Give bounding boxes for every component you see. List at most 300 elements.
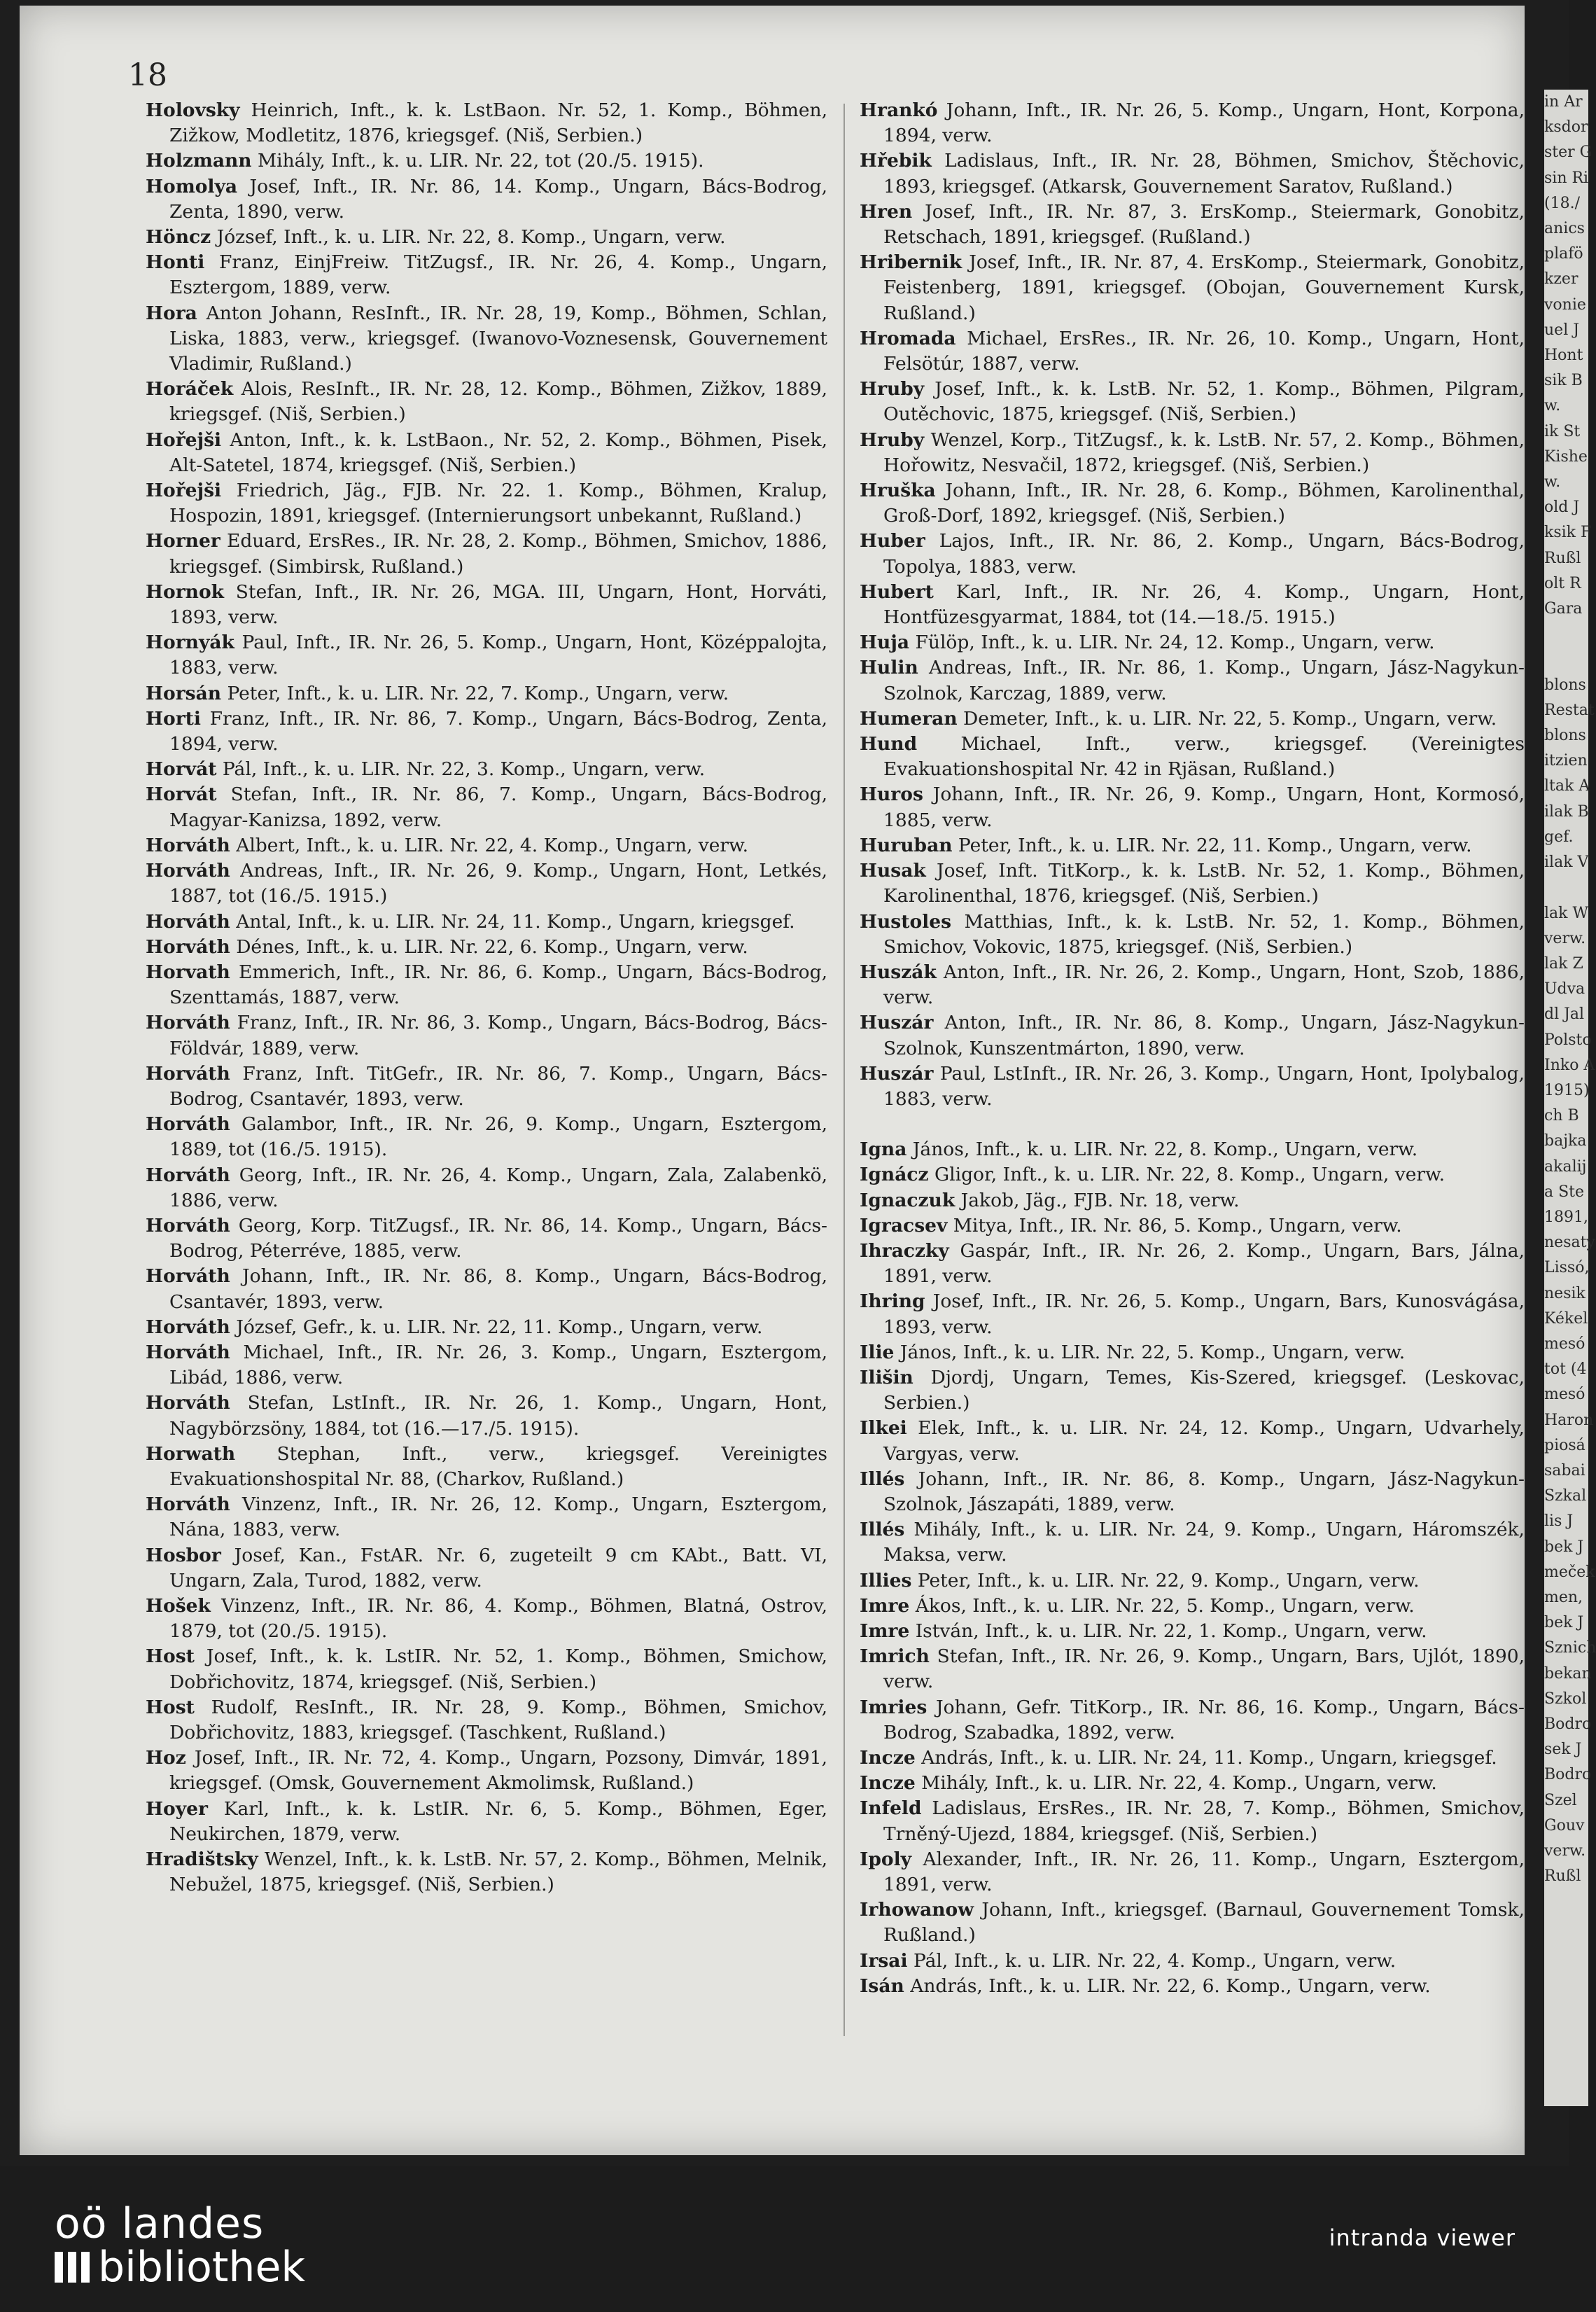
entry-surname: Ihring	[860, 1290, 925, 1313]
entry-surname: Horváth	[146, 1392, 230, 1414]
register-entry	[146, 1061, 827, 1112]
entry-surname: Huruban	[860, 834, 953, 856]
register-entry	[860, 1137, 1525, 1162]
register-entry	[146, 681, 827, 706]
register-entry	[146, 580, 827, 630]
entry-details: Anton, Inft., IR. Nr. 86, 8. Komp., Ungarn, Jász-Nagykun-Szolnok, Kunszentmárton, 1890, verw.	[883, 1012, 1525, 1059]
register-entry	[860, 1289, 1525, 1339]
entry-details: Franz, Inft., IR. Nr. 86, 7. Komp., Ungarn, Bács-Bodrog, Zenta, 1894, verw.	[169, 707, 827, 755]
edge-fragment: in Ar	[1544, 93, 1583, 111]
register-entry	[146, 377, 827, 427]
register-entry	[146, 782, 827, 833]
entry-details: Emmerich, Inft., IR. Nr. 86, 6. Komp., Ungarn, Bács-Bodrog, Szenttamás, 1887, verw.	[169, 961, 827, 1009]
edge-fragment: Rußl	[1544, 1867, 1581, 1886]
entry-surname: Huszár	[860, 1012, 934, 1034]
register-entry	[860, 833, 1525, 858]
edge-fragment: nesaty	[1544, 1234, 1595, 1252]
entry-details: Stefan, Inft., IR. Nr. 26, 9. Komp., Ungarn, Bars, Ujlót, 1890, verw.	[883, 1645, 1525, 1693]
entry-surname: Horner	[146, 530, 220, 552]
entry-surname: Isán	[860, 1975, 904, 1997]
entry-surname: Horváth	[146, 1164, 230, 1186]
register-entry	[860, 1695, 1525, 1746]
entry-details: Peter, Inft., k. u. LIR. Nr. 22, 9. Komp., Ungarn, verw.	[911, 1569, 1420, 1592]
entry-surname: Ilie	[860, 1341, 895, 1363]
entry-surname: Hradištsky	[146, 1848, 258, 1871]
entry-surname: Ignácz	[860, 1164, 929, 1186]
edge-fragment: dl Jal	[1544, 1005, 1585, 1024]
entry-surname: Illés	[860, 1519, 905, 1541]
entry-details: Peter, Inft., k. u. LIR. Nr. 22, 11. Komp., Ungarn, verw.	[952, 834, 1472, 856]
entry-details: Ladislaus, Inft., IR. Nr. 28, Böhmen, Smichov, Štěchovic, 1893, kriegsgef. (Atkarsk, Gouvernement Saratov, Rußland.)	[883, 150, 1525, 197]
register-entry	[146, 148, 827, 174]
edge-fragment: bek J	[1544, 1538, 1584, 1556]
register-entry	[860, 1746, 1525, 1771]
edge-fragment: bek J	[1544, 1614, 1584, 1632]
entry-surname: Hubert	[860, 580, 934, 603]
entry-details: Johann, Inft., IR. Nr. 86, 8. Komp., Ungarn, Jász-Nagykun-Szolnok, Jászapáti, 1889, verw.	[883, 1468, 1525, 1515]
entry-surname: Irsai	[860, 1949, 908, 1972]
entry-surname: Horváth	[146, 1265, 230, 1288]
edge-fragment	[1544, 647, 1588, 672]
register-entry	[146, 1644, 827, 1694]
edge-fragment: sin Ri	[1544, 169, 1589, 187]
entry-details: Johann, Inft., IR. Nr. 26, 5. Komp., Ungarn, Hont, Korpona, 1894, verw.	[883, 99, 1525, 147]
register-entry	[860, 1796, 1525, 1846]
entry-details: Alois, ResInft., IR. Nr. 28, 12. Komp., Böhmen, Zižkov, 1889, kriegsgef. (Niš, Serbien.)	[169, 378, 827, 426]
entry-details: Matthias, Inft., k. k. LstB. Nr. 52, 1. Komp., Böhmen, Smichov, Vokovic, 1875, kriegsgef. (Niš, Serbien.)	[883, 910, 1525, 958]
register-entry	[146, 630, 827, 681]
entry-surname: Hornok	[146, 580, 224, 603]
register-entry	[860, 1010, 1525, 1061]
entry-surname: Hoz	[146, 1747, 186, 1769]
bars-icon	[55, 2252, 90, 2283]
entry-surname: Horváth	[146, 834, 230, 856]
entry-surname: Ihraczky	[860, 1239, 949, 1262]
register-entry	[860, 1467, 1525, 1517]
edge-fragment: lis J	[1544, 1512, 1574, 1531]
entry-details: Pál, Inft., k. u. LIR. Nr. 22, 3. Komp., Ungarn, verw.	[216, 758, 706, 781]
entry-surname: Horváth	[146, 935, 230, 958]
entry-surname: Host	[146, 1645, 195, 1668]
edge-fragment: ksdor	[1544, 118, 1588, 137]
logo-line-2: bibliothek	[98, 2243, 306, 2292]
edge-fragment: vonie	[1544, 295, 1586, 314]
edge-fragment: sik B	[1544, 372, 1583, 390]
edge-fragment	[1544, 875, 1588, 900]
entry-details: Josef, Kan., FstAR. Nr. 6, zugeteilt 9 cm KAbt., Batt. VI, Ungarn, Zala, Turod, 1882, verw.	[169, 1544, 827, 1592]
entry-details: Mihály, Inft., k. u. LIR. Nr. 22, 4. Komp., Ungarn, verw.	[915, 1772, 1437, 1795]
entry-surname: Imrich	[860, 1645, 930, 1668]
entry-details: Wenzel, Inft., k. k. LstB. Nr. 57, 2. Komp., Böhmen, Melnik, Nebužel, 1875, kriegsgef. (Niš, Serbien.)	[169, 1848, 827, 1896]
edge-fragment: ch B	[1544, 1107, 1579, 1125]
entry-details: Galambor, Inft., IR. Nr. 26, 9. Komp., Ungarn, Esztergom, 1889, tot (16./5. 1915).	[169, 1113, 827, 1161]
edge-fragment: w.	[1544, 473, 1561, 492]
edge-fragment	[1544, 622, 1588, 647]
register-entry	[146, 478, 827, 529]
entry-surname: Horváth	[146, 1341, 230, 1363]
right-column	[860, 98, 1525, 1999]
entry-details: Josef, Inft., IR. Nr. 87, 3. ErsKomp., Steiermark, Gonobitz, Retschach, 1891, kriegsgef. (Rußland.)	[883, 200, 1525, 249]
entry-details: Johann, Inft., kriegsgef. (Barnaul, Gouvernement Tomsk, Rußland.)	[883, 1899, 1525, 1947]
viewer-label[interactable]: intranda viewer	[1329, 2224, 1516, 2251]
entry-details: Elek, Inft., k. u. LIR. Nr. 24, 12. Komp., Ungarn, Udvarhely, Vargyas, verw.	[883, 1417, 1525, 1465]
register-entry	[146, 858, 827, 909]
register-entry	[146, 1010, 827, 1061]
column-divider	[844, 104, 845, 2036]
entry-details: András, Inft., k. u. LIR. Nr. 22, 6. Komp., Ungarn, verw.	[904, 1975, 1431, 1997]
entry-surname: Horváth	[146, 1493, 230, 1516]
edge-fragment: lak Z	[1544, 954, 1583, 973]
entry-details: Antal, Inft., k. u. LIR. Nr. 24, 11. Komp., Ungarn, kriegsgef.	[230, 910, 795, 933]
register-entry	[860, 1365, 1525, 1416]
entry-surname: Horvát	[146, 784, 217, 806]
entry-details: Josef, Inft. TitKorp., k. k. LstB. Nr. 52, 1. Komp., Böhmen, Karolinenthal, 1876, kriegsgef. (Niš, Serbien.)	[883, 860, 1525, 907]
edge-fragment: Kishe	[1544, 447, 1588, 466]
entry-surname: Horváth	[146, 1113, 230, 1136]
register-entry	[146, 1163, 827, 1213]
entry-details: Friedrich, Jäg., FJB. Nr. 22. 1. Komp., Böhmen, Kralup, Hospozin, 1891, kriegsgef. (Internierungsort unbekannt, Rußland.)	[169, 480, 827, 527]
entry-details: Stefan, Inft., IR. Nr. 26, MGA. III, Ungarn, Hont, Horváti, 1893, verw.	[169, 580, 827, 629]
edge-fragment: ster G	[1544, 144, 1592, 162]
edge-fragment: Gouv	[1544, 1816, 1585, 1834]
entry-surname: Horváth	[146, 1214, 230, 1237]
edge-fragment: Haron	[1544, 1411, 1594, 1429]
edge-fragment: ilak V	[1544, 854, 1589, 872]
entry-details: Gligor, Inft., k. u. LIR. Nr. 22, 8. Komp., Ungarn, verw.	[928, 1164, 1446, 1186]
edge-fragment: 1891,	[1544, 1208, 1588, 1226]
register-entry	[860, 1847, 1525, 1897]
edge-fragment: Szel	[1544, 1791, 1577, 1809]
entry-surname: Hund	[860, 733, 918, 755]
entry-details: Eduard, ErsRes., IR. Nr. 28, 2. Komp., Böhmen, Smichov, 1886, kriegsgef. (Simbirsk, Rußland.)	[169, 530, 827, 578]
edge-fragment: akalij	[1544, 1157, 1587, 1176]
register-entry	[860, 148, 1525, 199]
entry-details: Mitya, Inft., IR. Nr. 86, 5. Komp., Ungarn, verw.	[947, 1214, 1402, 1237]
viewer-footer	[0, 2166, 1569, 2312]
entry-surname: Huja	[860, 632, 910, 654]
entry-surname: Honti	[146, 251, 205, 274]
register-entry	[146, 174, 827, 225]
entry-details: Anton, Inft., k. k. LstBaon., Nr. 52, 2. Komp., Böhmen, Pisek, Alt-Satetel, 1874, kriegsgef. (Niš, Serbien.)	[169, 429, 827, 476]
entry-surname: Horváth	[146, 860, 230, 882]
register-entry	[860, 1594, 1525, 1619]
register-entry	[146, 98, 827, 148]
edge-fragment: bekan	[1544, 1664, 1592, 1683]
register-entry	[860, 1974, 1525, 1999]
register-entry	[860, 377, 1525, 427]
entry-surname: Höncz	[146, 226, 211, 249]
register-entry	[860, 428, 1525, 478]
edge-fragment: w.	[1544, 397, 1561, 415]
register-entry	[860, 1568, 1525, 1594]
edge-fragment: ik St	[1544, 422, 1581, 440]
edge-fragment: (18./	[1544, 194, 1580, 212]
register-entry	[860, 1949, 1525, 1974]
entry-details: Karl, Inft., k. k. LstIR. Nr. 6, 5. Komp., Böhmen, Eger, Neukirchen, 1879, verw.	[169, 1797, 827, 1845]
edge-fragment: itzien	[1544, 752, 1588, 770]
edge-fragment: Polsto	[1544, 1031, 1592, 1049]
entry-details: Fülöp, Inft., k. u. LIR. Nr. 24, 12. Komp., Ungarn, verw.	[909, 632, 1435, 654]
adjacent-page-edge	[1544, 90, 1596, 2106]
edge-fragment: olt R	[1544, 574, 1581, 592]
edge-fragment: Kékel	[1544, 1309, 1588, 1328]
edge-fragment: Inko A	[1544, 1056, 1595, 1074]
entry-surname: Horsán	[146, 682, 222, 704]
register-entry	[146, 1797, 827, 1847]
entry-details: Heinrich, Inft., k. k. LstBaon. Nr. 52, 1. Komp., Böhmen, Zižkow, Modletitz, 1876, kriegsgef. (Niš, Serbien.)	[169, 99, 827, 147]
edge-fragment: bajka	[1544, 1132, 1587, 1150]
entry-details: András, Inft., k. u. LIR. Nr. 24, 11. Komp., Ungarn, kriegsgef.	[915, 1747, 1497, 1769]
entry-surname: Homolya	[146, 175, 238, 197]
entry-details: Mihály, Inft., k. u. LIR. Nr. 24, 9. Komp., Ungarn, Háromszék, Maksa, verw.	[883, 1519, 1525, 1566]
logo-line-1: oö landes	[55, 2199, 265, 2248]
register-entry	[860, 1416, 1525, 1466]
entry-surname: Hřebik	[860, 150, 932, 172]
edge-fragment: Szkal	[1544, 1487, 1587, 1505]
register-entry	[860, 1340, 1525, 1365]
entry-surname: Infeld	[860, 1797, 922, 1820]
edge-fragment: Gara	[1544, 600, 1583, 618]
entry-details: József, Gefr., k. u. LIR. Nr. 22, 11. Komp., Ungarn, verw.	[230, 1316, 763, 1338]
register-entry	[860, 478, 1525, 529]
entry-surname: Hrankó	[860, 99, 938, 121]
edge-fragment: men,	[1544, 1588, 1583, 1606]
entry-surname: Humeran	[860, 707, 958, 730]
entry-details: Johann, Inft., IR. Nr. 26, 9. Komp., Ungarn, Hont, Kormosó, 1885, verw.	[883, 784, 1525, 831]
entry-surname: Horváth	[146, 1062, 230, 1085]
edge-fragment: ltak A	[1544, 777, 1590, 795]
register-entry	[146, 1213, 827, 1264]
edge-fragment: kzer	[1544, 270, 1578, 288]
register-entry	[860, 98, 1525, 148]
entry-surname: Hořejši	[146, 480, 222, 502]
register-entry	[860, 630, 1525, 655]
entry-surname: Horváth	[146, 1012, 230, 1034]
entry-surname: Hromada	[860, 327, 956, 349]
edge-fragment: mesó	[1544, 1335, 1586, 1353]
edge-fragment: Lissó,	[1544, 1259, 1590, 1277]
register-entry	[146, 1594, 827, 1644]
entry-details: Demeter, Inft., k. u. LIR. Nr. 22, 5. Komp., Ungarn, verw.	[957, 707, 1497, 730]
entry-details: Vinzenz, Inft., IR. Nr. 26, 12. Komp., Ungarn, Esztergom, Nána, 1883, verw.	[169, 1493, 827, 1541]
register-entry	[146, 1492, 827, 1543]
register-entry	[146, 250, 827, 300]
edge-fragment: nesik	[1544, 1284, 1586, 1302]
entry-surname: Horwath	[146, 1442, 236, 1465]
entry-details: Ákos, Inft., k. u. LIR. Nr. 22, 5. Komp., Ungarn, verw.	[909, 1594, 1415, 1617]
register-entry	[860, 1771, 1525, 1796]
entry-details: Paul, LstInft., IR. Nr. 26, 3. Komp., Ungarn, Hont, Ipolybalog, 1883, verw.	[883, 1062, 1525, 1110]
entry-details: Josef, Inft., IR. Nr. 26, 5. Komp., Ungarn, Bars, Kunosvágása, 1893, verw.	[883, 1290, 1525, 1338]
entry-details: Stefan, LstInft., IR. Nr. 26, 1. Komp., Ungarn, Hont, Nagybörzsöny, 1884, tot (16.—17./5. 1915).	[169, 1392, 827, 1440]
entry-details: Paul, Inft., IR. Nr. 26, 5. Komp., Ungarn, Hont, Középpalojta, 1883, verw.	[169, 632, 827, 679]
entry-details: Andreas, Inft., IR. Nr. 86, 1. Komp., Ungarn, Jász-Nagykun-Szolnok, Karczag, 1889, verw.	[883, 657, 1525, 704]
register-entry	[860, 732, 1525, 782]
register-entry	[860, 1239, 1525, 1289]
edge-fragment: mesó	[1544, 1386, 1586, 1404]
register-entry	[146, 833, 827, 858]
entry-surname: Hren	[860, 200, 913, 223]
entry-surname: Hořejši	[146, 429, 222, 451]
register-entry	[146, 1847, 827, 1897]
entry-surname: Hoyer	[146, 1797, 208, 1820]
register-entry	[860, 655, 1525, 706]
edge-fragment: blons	[1544, 676, 1586, 694]
register-entry	[860, 580, 1525, 630]
register-entry	[860, 250, 1525, 326]
register-entry	[860, 910, 1525, 960]
entry-details: Georg, Korp. TitZugsf., IR. Nr. 86, 14. Komp., Ungarn, Bács-Bodrog, Péterréve, 1885, verw.	[169, 1214, 827, 1262]
entry-details: Dénes, Inft., k. u. LIR. Nr. 22, 6. Komp., Ungarn, verw.	[230, 935, 748, 958]
entry-details: Peter, Inft., k. u. LIR. Nr. 22, 7. Komp., Ungarn, verw.	[221, 682, 729, 704]
edge-fragment: sek J	[1544, 1741, 1582, 1759]
register-entry	[860, 1162, 1525, 1188]
entry-surname: Huszák	[860, 961, 937, 983]
entry-surname: Ilkei	[860, 1417, 907, 1440]
entry-details: János, Inft., k. u. LIR. Nr. 22, 8. Komp., Ungarn, verw.	[906, 1138, 1418, 1161]
entry-details: Josef, Inft., k. k. LstIR. Nr. 52, 1. Komp., Böhmen, Smichow, Dobřichovitz, 1874, kriegsgef. (Niš, Serbien.)	[169, 1645, 827, 1693]
entry-details: János, Inft., k. u. LIR. Nr. 22, 5. Komp., Ungarn, verw.	[894, 1341, 1406, 1363]
register-entry	[146, 1264, 827, 1314]
register-entry	[860, 782, 1525, 833]
entry-surname: Hruška	[860, 480, 936, 502]
entry-details: Georg, Inft., IR. Nr. 26, 4. Komp., Ungarn, Zala, Zalabenkö, 1886, verw.	[169, 1164, 827, 1211]
entry-details: Josef, Inft., k. k. LstB. Nr. 52, 1. Komp., Böhmen, Pilgram, Outěchovic, 1875, kriegsgef. (Niš, Serbien.)	[883, 378, 1525, 426]
section-gap	[860, 1112, 1525, 1137]
edge-fragment: lak W	[1544, 904, 1589, 922]
entry-details: Johann, Inft., IR. Nr. 28, 6. Komp., Böhmen, Karolinenthal, Groß-Dorf, 1892, kriegsgef. (Niš, Serbien.)	[883, 480, 1525, 527]
entry-surname: Incze	[860, 1772, 916, 1795]
edge-fragment: ilak B	[1544, 802, 1589, 821]
entry-surname: Horvát	[146, 758, 217, 781]
register-entry	[146, 529, 827, 579]
edge-fragment: tot (4	[1544, 1360, 1587, 1379]
entry-surname: Horváth	[146, 910, 230, 933]
entry-surname: Ilišin	[860, 1366, 913, 1388]
register-entry	[146, 225, 827, 250]
register-entry	[860, 1619, 1525, 1644]
logo-line-2-wrap	[55, 2243, 306, 2292]
library-logo[interactable]	[55, 2199, 306, 2292]
edge-fragment: Bodro	[1544, 1715, 1592, 1733]
register-entry	[860, 1644, 1525, 1694]
entry-surname: Horvath	[146, 961, 230, 983]
register-entry	[146, 428, 827, 478]
entry-details: Jakob, Jäg., FJB. Nr. 18, verw.	[955, 1189, 1240, 1211]
entry-details: Vinzenz, Inft., IR. Nr. 86, 4. Komp., Böhmen, Blatná, Ostrov, 1879, tot (20./5. 1915).	[169, 1594, 827, 1643]
entry-surname: Imries	[860, 1696, 927, 1718]
register-entry	[146, 1315, 827, 1340]
page-number: 18	[128, 57, 167, 93]
edge-fragment: old J	[1544, 499, 1580, 517]
entry-details: István, Inft., k. u. LIR. Nr. 22, 1. Komp., Ungarn, verw.	[909, 1620, 1427, 1642]
register-entry	[146, 1746, 827, 1796]
entry-surname: Hruby	[860, 378, 925, 401]
entry-details: Michael, Inft., verw., kriegsgef. (Vereinigtes Evakuationshospital Nr. 42 in Rjäsan, Rußland.)	[883, 733, 1525, 781]
register-entry	[146, 1391, 827, 1441]
entry-surname: Huros	[860, 784, 923, 806]
register-entry	[146, 910, 827, 935]
left-column	[146, 98, 827, 1897]
edge-fragment: plafö	[1544, 245, 1583, 263]
register-entry	[860, 1213, 1525, 1239]
entry-surname: Illies	[860, 1569, 912, 1592]
entry-surname: Illés	[860, 1468, 905, 1490]
register-entry	[146, 1112, 827, 1162]
edge-fragment: Hont	[1544, 347, 1583, 365]
entry-surname: Hora	[146, 302, 197, 324]
entry-details: Wenzel, Korp., TitZugsf., k. k. LstB. Nr. 57, 2. Komp., Böhmen, Hořowitz, Nesvačil, 1872, kriegsgef. (Niš, Serbien.)	[883, 429, 1525, 476]
edge-fragment: anics	[1544, 220, 1585, 238]
entry-surname: Holovsky	[146, 99, 240, 121]
entry-details: Franz, Inft., IR. Nr. 86, 3. Komp., Ungarn, Bács-Bodrog, Bács-Földvár, 1889, verw.	[169, 1012, 827, 1059]
entry-surname: Igracsev	[860, 1214, 948, 1237]
edge-fragment: blons	[1544, 727, 1586, 745]
entry-details: Lajos, Inft., IR. Nr. 86, 2. Komp., Ungarn, Bács-Bodrog, Topolya, 1883, verw.	[883, 530, 1525, 578]
entry-details: Anton, Inft., IR. Nr. 26, 2. Komp., Ungarn, Hont, Szob, 1886, verw.	[883, 961, 1525, 1009]
entry-details: Stefan, Inft., IR. Nr. 86, 7. Komp., Ungarn, Bács-Bodrog, Magyar-Kanizsa, 1892, verw.	[169, 784, 827, 831]
edge-fragment: meček	[1544, 1563, 1595, 1581]
entry-details: Franz, Inft. TitGefr., IR. Nr. 86, 7. Komp., Ungarn, Bács-Bodrog, Csantavér, 1893, verw.	[169, 1062, 827, 1110]
register-entry	[860, 529, 1525, 579]
entry-surname: Ignaczuk	[860, 1189, 955, 1211]
entry-surname: Husak	[860, 860, 926, 882]
edge-fragment: gef.	[1544, 828, 1574, 846]
entry-details: Johann, Gefr. TitKorp., IR. Nr. 86, 16. Komp., Ungarn, Bács-Bodrog, Szabadka, 1892, verw.	[883, 1696, 1525, 1743]
register-entry	[146, 1695, 827, 1746]
entry-surname: Hulin	[860, 657, 918, 679]
register-entry	[146, 960, 827, 1010]
edge-fragment: 1915)	[1544, 1081, 1590, 1099]
register-entry	[146, 757, 827, 782]
edge-fragment: verw.	[1544, 1842, 1586, 1860]
register-entry	[860, 1517, 1525, 1568]
register-entry	[146, 706, 827, 757]
edge-fragment: Sznich	[1544, 1639, 1596, 1657]
entry-details: Anton Johann, ResInft., IR. Nr. 28, 19, Komp., Böhmen, Schlan, Liska, 1883, verw., kriegsgef. (Iwanovo-Voznesensk, Gouvernement Vladimir, Rußland.)	[169, 302, 827, 375]
entry-details: Michael, ErsRes., IR. Nr. 26, 10. Komp., Ungarn, Hont, Felsötúr, 1887, verw.	[883, 327, 1525, 375]
entry-details: Michael, Inft., IR. Nr. 26, 3. Komp., Ungarn, Esztergom, Libád, 1886, verw.	[169, 1341, 827, 1389]
entry-surname: Hornyák	[146, 632, 234, 654]
register-entry	[860, 326, 1525, 377]
register-entry	[860, 1188, 1525, 1213]
entry-surname: Hribernik	[860, 251, 962, 274]
entry-details: Rudolf, ResInft., IR. Nr. 28, 9. Komp., Böhmen, Smichov, Dobřichovitz, 1883, kriegsgef. (Taschkent, Rußland.)	[169, 1696, 827, 1743]
entry-surname: Holzmann	[146, 150, 252, 172]
entry-surname: Horváth	[146, 1316, 230, 1338]
document-page	[20, 6, 1596, 2155]
register-entry	[146, 1340, 827, 1391]
edge-fragment: verw.	[1544, 929, 1586, 947]
register-entry	[860, 1061, 1525, 1112]
entry-details: Albert, Inft., k. u. LIR. Nr. 22, 4. Komp., Ungarn, verw.	[230, 834, 749, 856]
edge-fragment: uel J	[1544, 321, 1580, 339]
entry-details: Josef, Inft., IR. Nr. 72, 4. Komp., Ungarn, Pozsony, Dimvár, 1891, kriegsgef. (Omsk, Gouvernement Akmolimsk, Rußland.)	[169, 1747, 827, 1795]
entry-surname: Igna	[860, 1138, 907, 1161]
edge-fragment: Rußl	[1544, 549, 1581, 567]
entry-details: Ladislaus, ErsRes., IR. Nr. 28, 7. Komp., Böhmen, Smichov, Trněný-Ujezd, 1884, kriegsgef. (Niš, Serbien.)	[883, 1797, 1525, 1845]
entry-surname: Horti	[146, 707, 201, 730]
register-entry	[146, 1442, 827, 1492]
edge-fragment: sabai	[1544, 1461, 1586, 1479]
register-entry	[860, 200, 1525, 250]
entry-details: Andreas, Inft., IR. Nr. 26, 9. Komp., Ungarn, Hont, Letkés, 1887, tot (16./5. 1915.)	[169, 860, 827, 907]
entry-details: Djordj, Ungarn, Temes, Kis-Szered, kriegsgef. (Leskovac, Serbien.)	[883, 1366, 1525, 1414]
edge-fragment: Udva	[1544, 980, 1586, 998]
entry-details: Alexander, Inft., IR. Nr. 26, 11. Komp., Ungarn, Esztergom, 1891, verw.	[883, 1848, 1525, 1896]
register-entry	[146, 1543, 827, 1594]
entry-details: Gaspár, Inft., IR. Nr. 26, 2. Komp., Ungarn, Bars, Jálna, 1891, verw.	[883, 1239, 1525, 1288]
